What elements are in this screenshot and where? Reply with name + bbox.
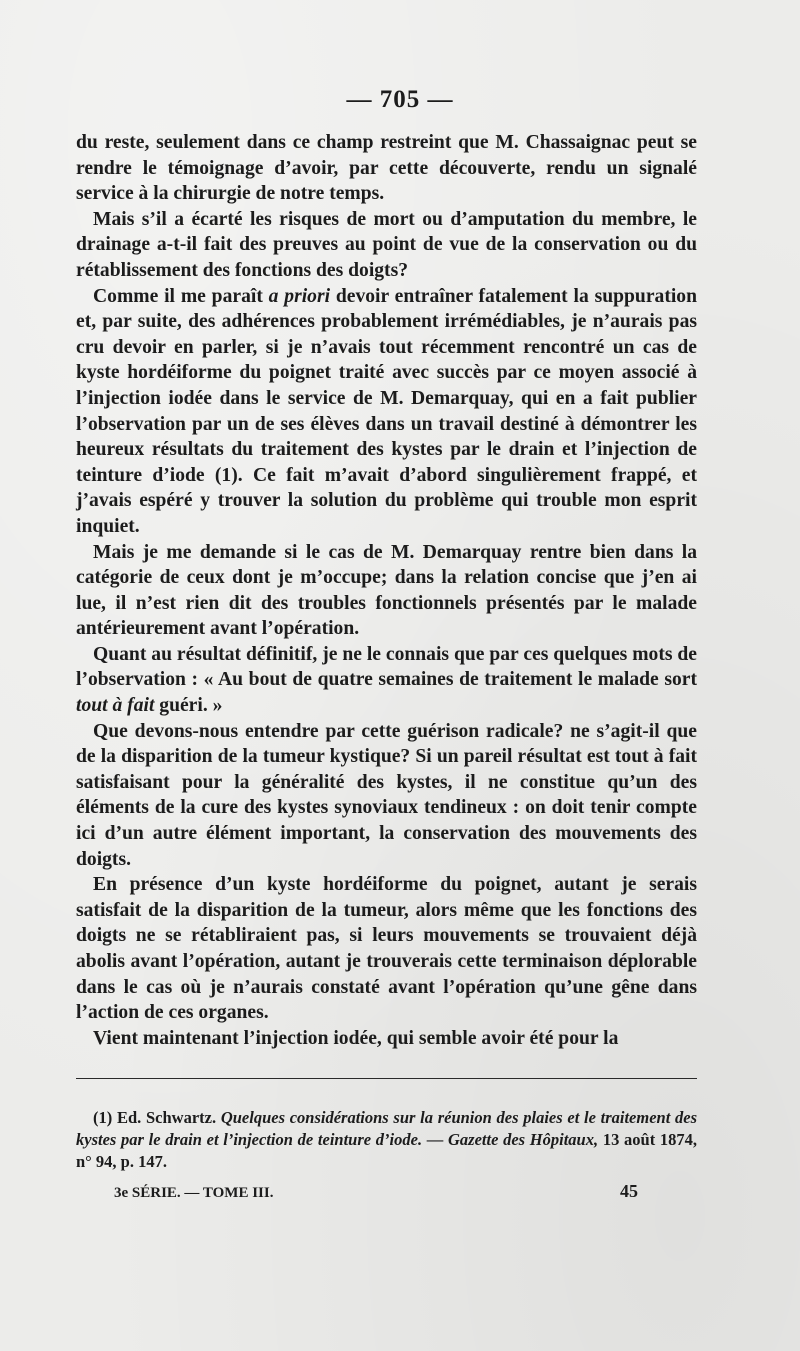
series-volume: 3e SÉRIE. — TOME III. — [114, 1185, 274, 1201]
paragraph: Que devons-nous entendre par cette guérison radicale? ne s’agit-il que de la disparition de la tumeur kystique? Si un pareil résultat est tout à fait satisfaisant pour la généralité des kystes, il ne constitue qu’un des éléments de la cure des kystes synoviaux tendineux : on doit tenir compte ici d’un autre élément important, la conservation des mouvements des doigts. — [76, 720, 697, 870]
paragraph — [76, 284, 697, 540]
footnote-dash: — — [422, 1130, 448, 1149]
paragraph: Vient maintenant l’injection iodée, qui semble avoir été pour la — [93, 1027, 619, 1049]
body-text — [76, 130, 697, 1051]
paragraph-text: Quant au résultat définitif, je ne le connais que par ces quelques mots de l’observation : « Au bout de quatre semaines de traitement le malade sort — [76, 643, 697, 691]
italic-emphasis: tout à fait — [76, 695, 155, 717]
footnote-text — [76, 1107, 697, 1173]
footnote-journal: Gazette des Hôpitaux, — [448, 1130, 599, 1149]
footnote — [76, 1107, 697, 1173]
footnote-divider — [76, 1078, 697, 1079]
footnote-title: Quelques considérations sur la réunion des plaies et le traitement des kystes par le drain et l’injection de teinture d’iode. — [76, 1108, 697, 1149]
signature-line — [114, 1181, 638, 1202]
paragraph: En présence d’un kyste hordéiforme du poignet, autant je serais satisfait de la disparition de la tumeur, alors même que les fonctions des doigts ne se rétabliraient pas, si leurs mouvements se trouvaient déjà abolis avant l’opération, autant je trouverais cette terminaison déplorable dans le cas où je n’aurais constaté avant l’opération qu’une gêne dans l’action de ces organes. — [76, 874, 697, 1024]
paragraph-text: Comme il me paraît — [93, 285, 269, 307]
footnote-details: 13 août 1874, n° 94, p. 147. — [76, 1130, 698, 1171]
italic-emphasis: a priori — [268, 285, 331, 307]
paragraph-text: devoir entraîner fatalement la suppuration et, par suite, des adhérences probablement irrémédiables, je n’aurais pas cru devoir en parler, si je n’avais tout récemment rencontré un cas de kyste hordéiforme du poignet traité avec succès par ce moyen associé à l’injection iodée dans le service de M. Demarquay, qui en a fait publier l’observation par un de ses élèves dans un travail destiné à démontrer les heureux résultats du traitement des kystes par le drain et l’injection de teinture d’iode (1). Ce fait m’avait d’abord singulièrement frappé, et j’avais espéré y trouver la solution du problème qui trouble mon esprit inquiet. — [76, 285, 697, 537]
page-number: — 705 — — [346, 86, 454, 113]
paragraph: Mais je me demande si le cas de M. Demarquay rentre bien dans la catégorie de ceux dont je m’occupe; dans la relation concise que j’en ai lue, il n’est rien dit des troubles fonctionnels présentés par le malade antérieurement avant l’opération. — [76, 541, 697, 640]
paragraph: Mais s’il a écarté les risques de mort ou d’amputation du membre, le drainage a-t-il fait des preuves au point de vue de la conservation ou du rétablissement des fonctions des doigts? — [76, 208, 697, 281]
footnote-author: (1) Ed. Schwartz. — [93, 1108, 221, 1127]
paragraph-text: guéri. » — [154, 695, 223, 717]
sheet-number: 45 — [620, 1181, 638, 1201]
paragraph: du reste, seulement dans ce champ restreint que M. Chassaignac peut se rendre le témoignage d’avoir, par cette découverte, rendu un signalé service à la chirurgie de notre temps. — [76, 132, 697, 205]
paragraph — [76, 642, 697, 719]
